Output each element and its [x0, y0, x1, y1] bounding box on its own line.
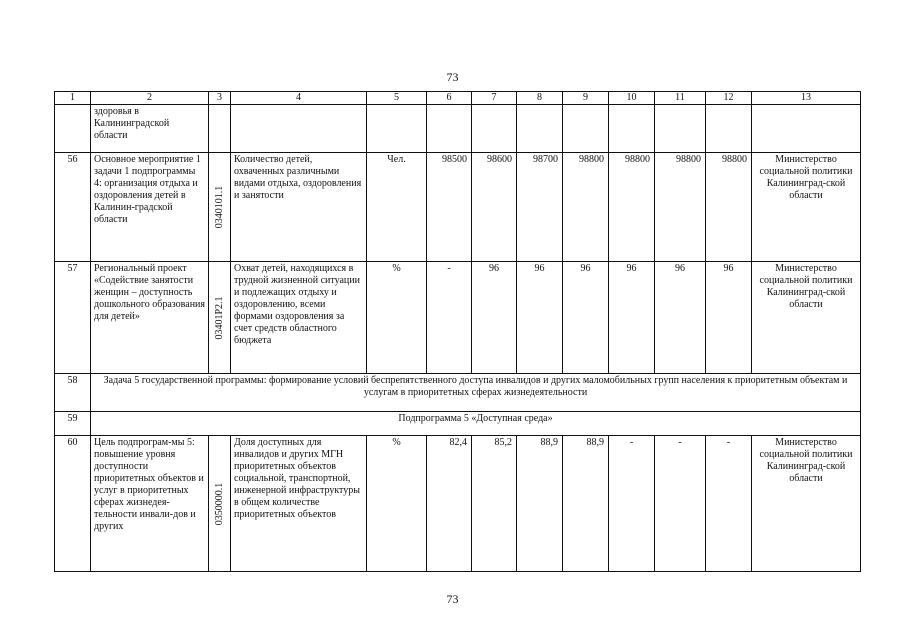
value-cell: - [609, 436, 655, 572]
value-cell: 96 [655, 262, 706, 374]
table-row-57 [55, 262, 861, 374]
value-cell: 96 [517, 262, 563, 374]
unit-cell: Чел. [367, 153, 427, 262]
header-cell: 8 [517, 92, 563, 105]
responsible-cell: Министерство социальной политики Калининград-ской области [752, 262, 861, 374]
header-cell: 6 [427, 92, 472, 105]
code-text: 0350000.1 [213, 482, 225, 525]
code-cell [209, 153, 231, 262]
row-number: 56 [55, 153, 91, 262]
value-cell: - [706, 436, 752, 572]
row-name-cell: Цель подпрограм-мы 5: повышение уровня доступности приоритетных объектов и услуг в приоритетных сферах жизнедея-тельности инвали-дов и других [91, 436, 209, 572]
header-cell: 10 [609, 92, 655, 105]
value-cell: 96 [609, 262, 655, 374]
code-cell [209, 436, 231, 572]
header-cell: 11 [655, 92, 706, 105]
value-cell: 98500 [427, 153, 472, 262]
value-cell: - [427, 262, 472, 374]
header-cell: 13 [752, 92, 861, 105]
responsible-cell: Министерство социальной политики Калининград-ской области [752, 436, 861, 572]
row-number: 60 [55, 436, 91, 572]
value-cell: 98800 [563, 153, 609, 262]
header-cell: 9 [563, 92, 609, 105]
value-cell: 98700 [517, 153, 563, 262]
code-text: 03401P2.1 [213, 295, 225, 340]
value-cell: 98800 [706, 153, 752, 262]
value-cell: 96 [563, 262, 609, 374]
row-number: 59 [55, 412, 91, 436]
value-cell: 98800 [655, 153, 706, 262]
header-cell: 3 [209, 92, 231, 105]
table-row-58 [55, 374, 861, 412]
header-cell: 1 [55, 92, 91, 105]
value-cell: 98800 [609, 153, 655, 262]
code-text: 0340101.1 [213, 185, 225, 229]
header-cell: 5 [367, 92, 427, 105]
indicator-cell: Охват детей, находящихся в трудной жизненной ситуации и подлежащих отдыху и оздоровлению, всеми формами оздоровления за счет средств областного бюджета [231, 262, 367, 374]
table-row-60 [55, 436, 861, 572]
value-cell: 85,2 [472, 436, 517, 572]
subprogram-heading: Подпрограмма 5 «Доступная среда» [91, 412, 861, 436]
row-name-cell: здоровья в Калининградской области [91, 105, 209, 153]
page-number-bottom: 73 [446, 592, 459, 606]
indicator-cell: Количество детей, охваченных различными видами отдыха, оздоровления и занятости [231, 153, 367, 262]
table-row-56 [55, 153, 861, 262]
value-cell: 88,9 [563, 436, 609, 572]
value-cell: - [655, 436, 706, 572]
row-number: 57 [55, 262, 91, 374]
row-name-cell: Региональный проект «Содействие занятости женщин – доступность дошкольного образования для детей» [91, 262, 209, 374]
table-row-59 [55, 412, 861, 436]
header-cell: 7 [472, 92, 517, 105]
table-header-row [55, 92, 861, 105]
page-number-top: 73 [446, 70, 459, 84]
row-name-cell: Основное мероприятие 1 задачи 1 подпрограммы 4: организация отдыха и оздоровления детей в Калинин-градской области [91, 153, 209, 262]
indicators-table [54, 91, 861, 572]
value-cell: 88,9 [517, 436, 563, 572]
unit-cell: % [367, 436, 427, 572]
indicator-cell: Доля доступных для инвалидов и других МГН приоритетных объектов социальной, транспортной, инженерной инфраструктуры в общем количестве приоритетных объектов [231, 436, 367, 572]
value-cell: 98600 [472, 153, 517, 262]
unit-cell: % [367, 262, 427, 374]
header-cell: 12 [706, 92, 752, 105]
table-row-continuation [55, 105, 861, 153]
value-cell: 96 [706, 262, 752, 374]
row-number: 58 [55, 374, 91, 412]
code-cell [209, 262, 231, 374]
header-cell: 2 [91, 92, 209, 105]
responsible-cell: Министерство социальной политики Калининград-ской области [752, 153, 861, 262]
value-cell: 96 [472, 262, 517, 374]
header-cell: 4 [231, 92, 367, 105]
value-cell: 82,4 [427, 436, 472, 572]
task-heading: Задача 5 государственной программы: формирование условий беспрепятственного доступа инвалидов и других маломобильных групп населения к приоритетным объектам и услугам в приоритетных сферах жизнедеятельности [91, 374, 861, 412]
